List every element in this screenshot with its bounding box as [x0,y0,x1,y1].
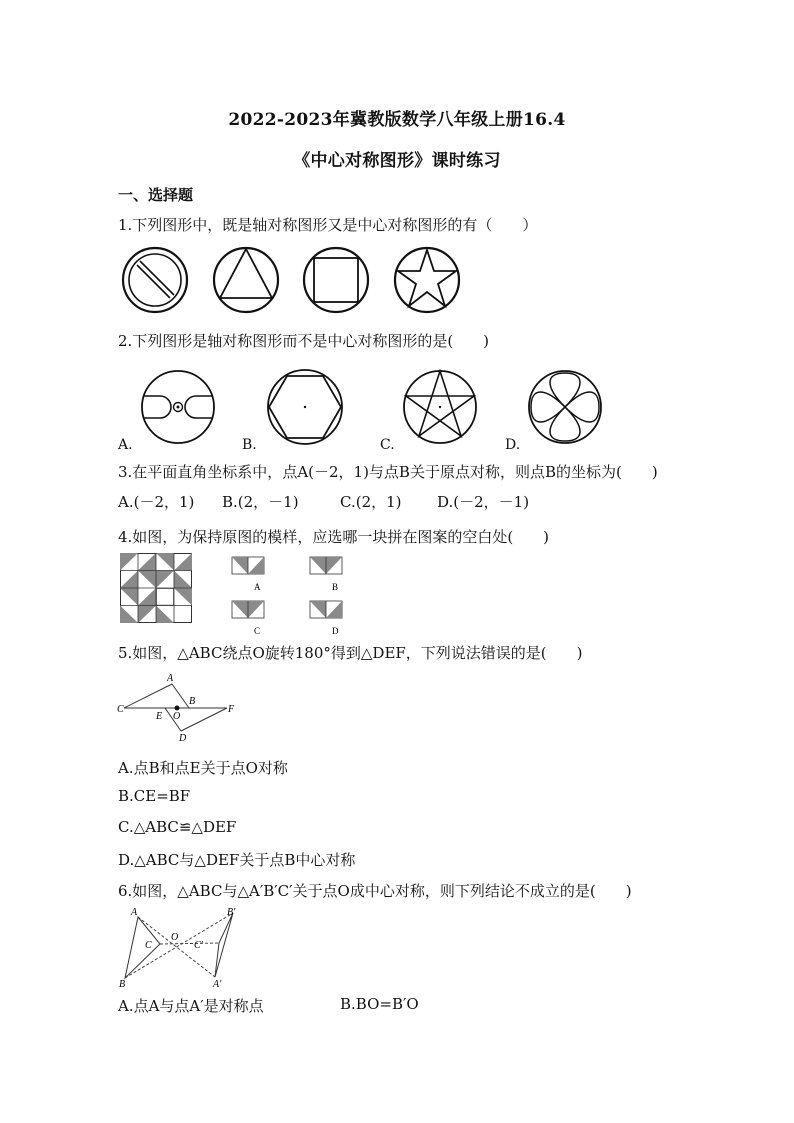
circle-square-figure [304,248,368,312]
figure-2b [268,370,342,444]
question-3-option-d: D.(－2，－1) [437,493,530,511]
question-5-option-a: A.点B和点E关于点O对称 [118,759,288,777]
question-5-figure [115,668,240,743]
circle-star-figure [395,248,459,312]
question-6-option-a: A.点A与点A′是对称点 [118,997,264,1015]
q6-label-b-prime: B′ [227,907,236,918]
figure-2c [404,371,476,443]
figure-2d [529,371,601,443]
q6-label-a-prime: A′ [213,979,222,990]
q5-label-d: D [179,733,187,744]
question-3-stem: 3.在平面直角坐标系中，点A(－2，1)与点B关于原点对称，则点B的坐标为( ) [118,463,658,481]
question-2-figures [140,370,610,446]
q5-label-b: B [189,696,196,707]
q6-label-c: C [145,940,152,951]
question-4-tiles [232,557,372,641]
section-heading: 一、选择题 [118,186,194,204]
q5-label-c: C [117,704,124,715]
q6-label-c-prime: C′ [194,940,203,951]
question-2-option-a: A. [118,437,133,453]
tile-label-c: C [254,626,261,636]
tile-label-b: B [332,582,339,592]
question-2-option-c: C. [380,437,395,453]
question-5-option-b: B.CE=BF [118,787,191,805]
tile-d [310,601,342,618]
question-4-stem: 4.如图，为保持原图的模样，应选哪一块拼在图案的空白处( ) [118,528,550,546]
question-6-figure [115,905,245,990]
question-6-option-b: B.BO=B′O [340,995,419,1013]
tile-c [232,601,264,618]
q6-label-o: O [171,932,179,943]
page-title: 2022-2023年冀教版数学八年级上册16.4 [228,110,566,130]
question-3-option-a: A.(－2，1) [118,493,195,511]
question-4-pattern-grid [120,553,192,623]
question-3-option-b: B.(2，－1) [222,493,299,511]
figure-2a [142,371,214,443]
question-5-option-c: C.△ABC≌△DEF [118,818,237,836]
question-1-figures [120,245,465,315]
tile-a [232,557,264,574]
q6-label-b: B [119,979,126,990]
q5-label-e: E [156,711,163,722]
circle-triangle-figure [214,248,278,312]
question-5-option-d: D.△ABC与△DEF关于点B中心对称 [118,851,356,869]
q5-label-o: O [173,711,181,722]
question-2-option-d: D. [505,437,521,453]
question-3-option-c: C.(2，1) [340,493,402,511]
q5-label-f: F [228,704,235,715]
tile-label-a: A [254,582,261,592]
circle-slash-figure [123,248,187,312]
page-subtitle: 《中心对称图形》课时练习 [293,151,501,171]
question-6-stem: 6.如图，△ABC与△A′B′C′关于点O成中心对称，则下列结论不成立的是( ) [118,882,632,900]
question-1-stem: 1.下列图形中，既是轴对称图形又是中心对称图形的有（ ） [118,216,538,234]
question-2-option-b: B. [242,437,257,453]
tile-label-d: D [332,626,339,636]
q6-label-a: A [131,907,138,918]
tile-b [310,557,342,574]
question-2-stem: 2.下列图形是轴对称图形而不是中心对称图形的是( ) [118,332,490,350]
question-5-stem: 5.如图，△ABC绕点O旋转180°得到△DEF，下列说法错误的是( ) [118,644,583,662]
q5-label-a: A [167,673,174,684]
